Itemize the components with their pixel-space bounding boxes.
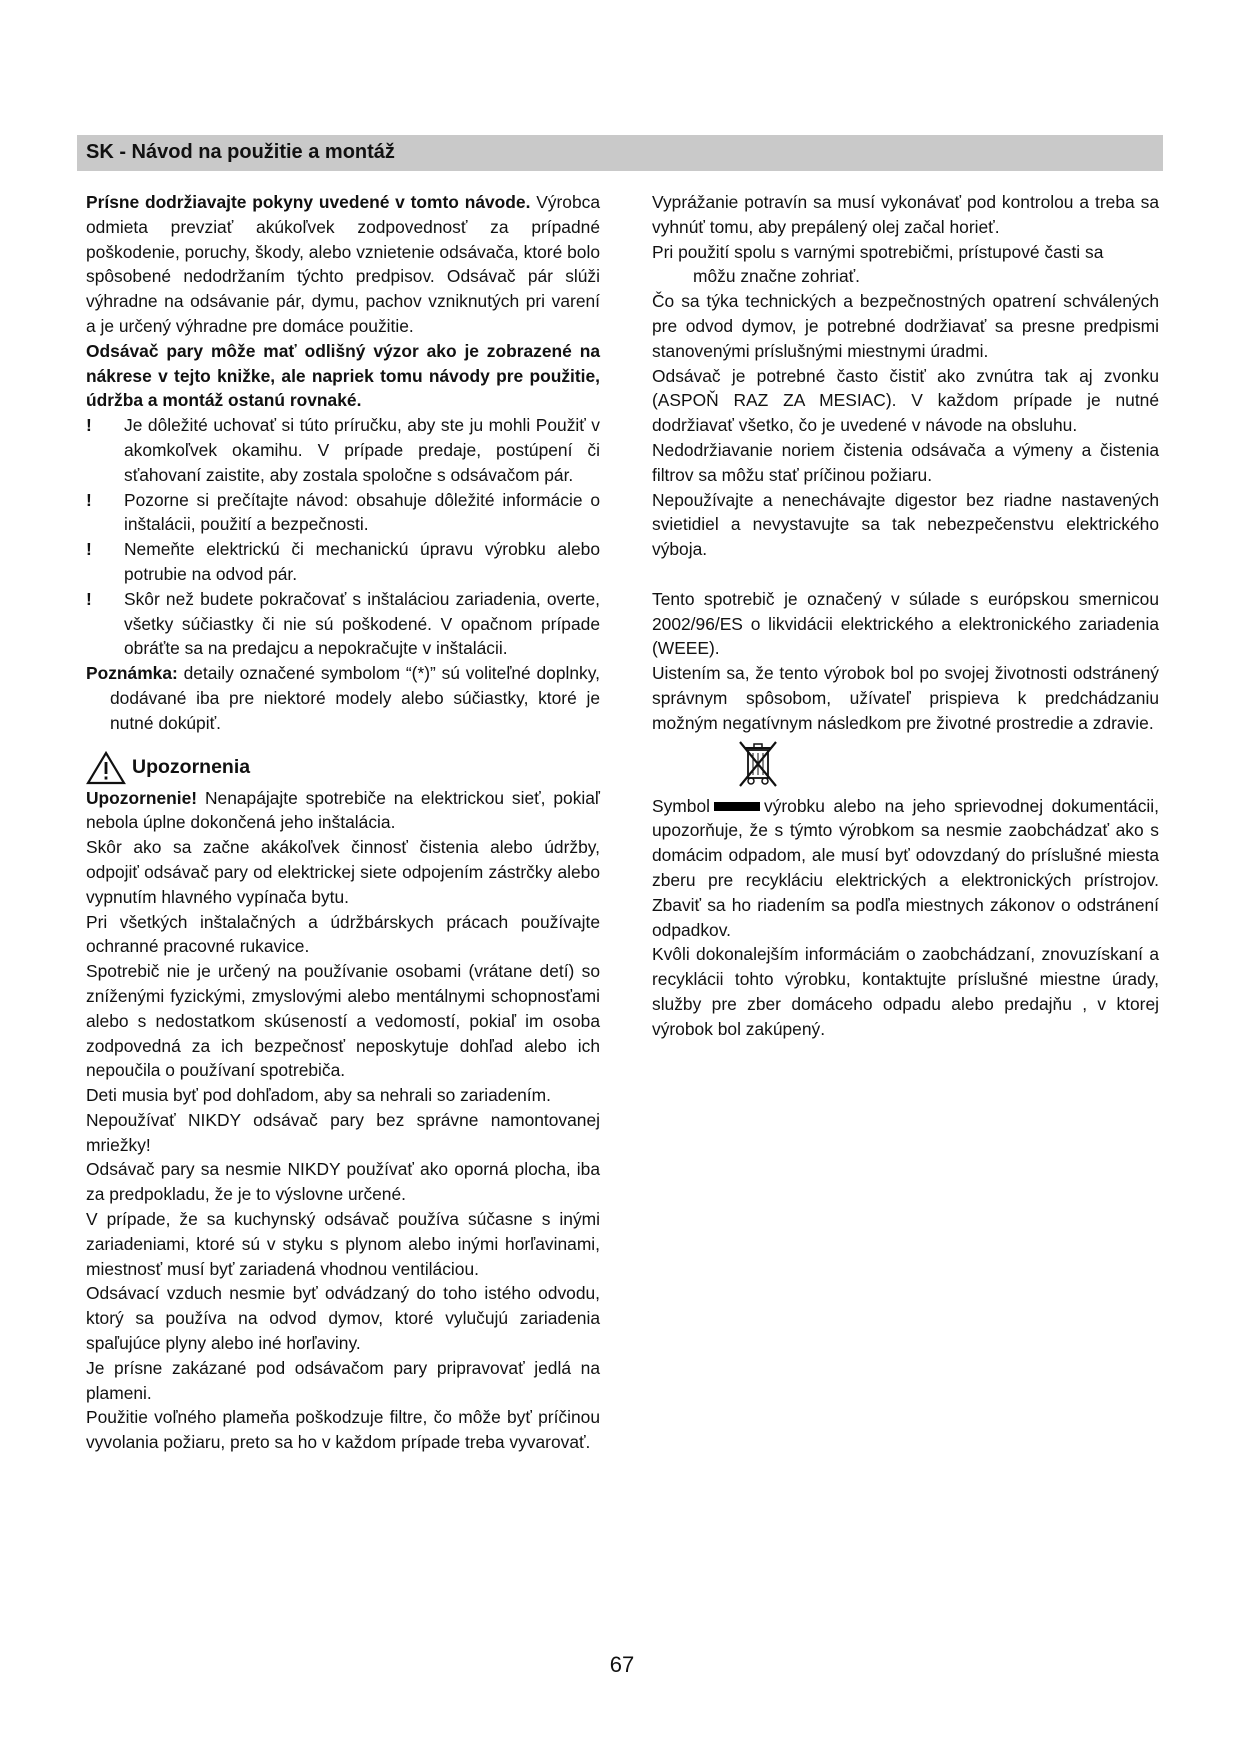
recycling-info-paragraph: Kvôli dokonalejším informáciám o zaobchádzaní, znovuzískaní a recyklácii tohto výrobku, kontaktujte príslušné miestne úrady, služby pre zber domáceho odpadu alebo predajňu , v ktorej výrobok bol zakúpený. [652,944,1159,1039]
section-title: SK - Návod na použitie a montáž [86,141,395,163]
appearance-notice: Odsávač pary môže mať odlišný výzor ako je zobrazené na nákrese v tejto knižke, ale napriek tomu návody pre použitie, údržba a montáž ostanú rovnaké. [86,340,600,411]
warning-paragraph: Použitie voľného plameňa poškodzuje filtre, čo môže byť príčinou vyvolania požiaru, preto sa ho v každom prípade treba vyvarovať. [86,1407,600,1453]
warning-paragraph: V prípade, že sa kuchynský odsávač používa súčasne s inými zariadeniami, ktoré sú v styku s plynom alebo inými horľavinami, miestnosť musí byť zariadená vhodnou ventiláciou. [86,1209,600,1279]
symbol-word: Symbol [652,795,710,816]
bullet-mark: ! [86,539,92,560]
note-label: Poznámka: [86,663,178,684]
bullet-mark: ! [86,489,92,510]
warning-paragraph: Odsávací vzduch nesmie byť odvádzaný do toho istého odvodu, ktorý sa používa na odvod dymov, ktoré vylučujú zariadenia spaľujúce plyny alebo iné horľaviny. [86,1283,600,1354]
bullet-text: Je dôležité uchovať si túto príručku, aby ste ju mohli Použiť v akomkoľvek okamihu. V prípade predaje, postúpení či sťahovaní zaistite, aby zostala spoločne s odsávačom pár. [124,415,600,485]
weee-symbol-area [652,736,1159,794]
symbol-paragraph [652,794,1159,943]
cooking-paragraph-a: Pri použití spolu s varnými spotrebičmi, prístupové časti sa [652,241,1104,262]
warning-paragraph: Deti musia byť pod dohľadom, aby sa nehrali so zariadením. [86,1085,551,1106]
warning-paragraph: Je prísne zakázané pod odsávačom pary pripravovať jedlá na plameni. [86,1357,600,1403]
bullet-text: Skôr než budete pokračovať s inštaláciou zariadenia, overte, všetky súčiastky či nie sú poškodené. V opačnom prípade obráťte sa na predajcu a nepokračujte v inštalácii. [124,588,600,659]
bullet-mark: ! [86,588,92,609]
note-paragraph [86,661,600,735]
left-column [86,190,600,1455]
warning-text: Nenapájajte spotrebiče na elektrickou sieť, pokiaľ nebola úplne dokončená jeho inštalácia. [86,787,600,833]
note-text: detaily označené symbolom “(*)” sú voliteľné doplnky, dodávané iba pre niektoré modely alebo súčiastky, ktoré je nutné dokúpiť. [110,663,600,733]
warning-paragraph: Nepoužívať NIKDY odsávač pary bez správne namontovanej mriežky! [86,1109,600,1155]
symbol-text: výrobku alebo na jeho sprievodnej dokumentácii, upozorňuje, že s týmto výrobkom sa nesmie zaobchádzať ako s domácim odpadom, ale musí byť odovzdaný do príslušné miesta zberu pre recykláciu elektrických a elektronických prístrojov. Zbaviť sa ho riadením sa podľa miestnych zákonov o odstránení odpadkov. [652,795,1159,940]
regulations-paragraph: Čo sa týka technických a bezpečnostných opatrení schválených pre odvod dymov, je potrebné dodržiavať sa presne predpismi stanovenými príslušnými miestnymi úradmi. [652,291,1159,361]
bullet-item [86,488,600,538]
warning-paragraph: Spotrebič nie je určený na používanie osobami (vrátane detí) so zníženými fyzickými, zmyslovými alebo mentálnymi schopnosťami alebo s nedostatkom skúseností a vedomostí, pokiaľ im osoba zodpovedná za ich bezpečnosť neposkytuje dohľad alebo ich nepoučila o používaní spotrebiča. [86,961,600,1081]
weee-paragraph: Tento spotrebič je označený v súlade s európskou smernicou 2002/96/ES o likvidácii elektrického a elektronického zariadenia (WEEE). [652,588,1159,659]
warning-triangle-icon [86,751,126,785]
cleaning-paragraph: Odsávač je potrebné často čistiť ako zvnútra tak aj zvonku (ASPOŇ RAZ ZA MESIAC). V každom prípade je nutné dodržiavať všetko, čo je uvedené v návode na obsluhu. [652,365,1159,436]
page-number: 67 [609,1652,635,1677]
crossed-out-bin-icon [734,738,782,790]
bullet-text: Pozorne si prečítajte návod: obsahuje dôležité informácie o inštalácii, použití a bezpečnosti. [124,489,600,535]
intro-bold: Prísne dodržiavajte pokyny uvedené v tomto návode. [86,192,531,212]
bullet-text: Nemeňte elektrickú či mechanickú úpravu výrobku alebo potrubie na odvod pár. [124,539,600,584]
warning-label: Upozornenie! [86,787,198,808]
warning-paragraph: Pri všetkých inštalačných a údržbárskych prácach používajte ochranné pracovné rukavice. [86,911,600,957]
intro-text: Výrobca odmieta prevziať akúkoľvek zodpovednosť za prípadné poškodenie, poruchy, škody, alebo vznietenie odsávača, ktoré bolo spôsobené nedodržaním týchto predpisov. Odsávač pár slúži výhradne na odsávanie pár, dymu, pachov vzniknutých pri varení a je určený výhradne pre domáce použitie. [86,192,600,336]
frying-paragraph: Vyprážanie potravín sa musí vykonávať pod kontrolou a treba sa vyhnúť tomu, aby prepálený olej začal horieť. [652,192,1159,237]
spacer [652,562,1159,587]
section-header [77,135,1163,171]
right-column [652,190,1159,1042]
bullet-item [86,587,600,661]
lighting-paragraph: Nepoužívajte a nenechávajte digestor bez riadne nastavených svietidiel a nevystavujte sa tak nebezpečenstvu elektrického výboja. [652,489,1159,560]
warnings-title: Upozornenia [132,756,251,779]
fire-risk-paragraph: Nedodržiavanie noriem čistenia odsávača a výmeny a čistenia filtrov sa môžu stať príčinou požiaru. [652,439,1159,485]
cooking-paragraph-b: môžu značne zohriať. [693,266,860,287]
black-bar-symbol [714,802,760,811]
bullet-mark: ! [86,415,92,436]
bullet-item [86,537,600,587]
warning-paragraph: Skôr ako sa začne akákoľvek činnosť čistenia alebo údržby, odpojiť odsávač pary od elektrickej siete odpojením zástrčky alebo vypnutím hlavného vypínača bytu. [86,837,600,907]
disposal-paragraph: Uistením sa, že tento výrobok bol po svojej životnosti odstránený správnym spôsobom, užívateľ prispieva k predchádzaniu možným negatívnym následkom pre životné prostredie a zdravie. [652,663,1159,733]
warning-paragraph [86,786,600,836]
bullet-item [86,413,600,487]
warning-paragraph: Odsávač pary sa nesmie NIKDY používať ako oporná plocha, iba za predpokladu, že je to výslovne určené. [86,1159,600,1205]
warnings-heading [86,750,600,786]
intro-paragraph [86,190,600,339]
